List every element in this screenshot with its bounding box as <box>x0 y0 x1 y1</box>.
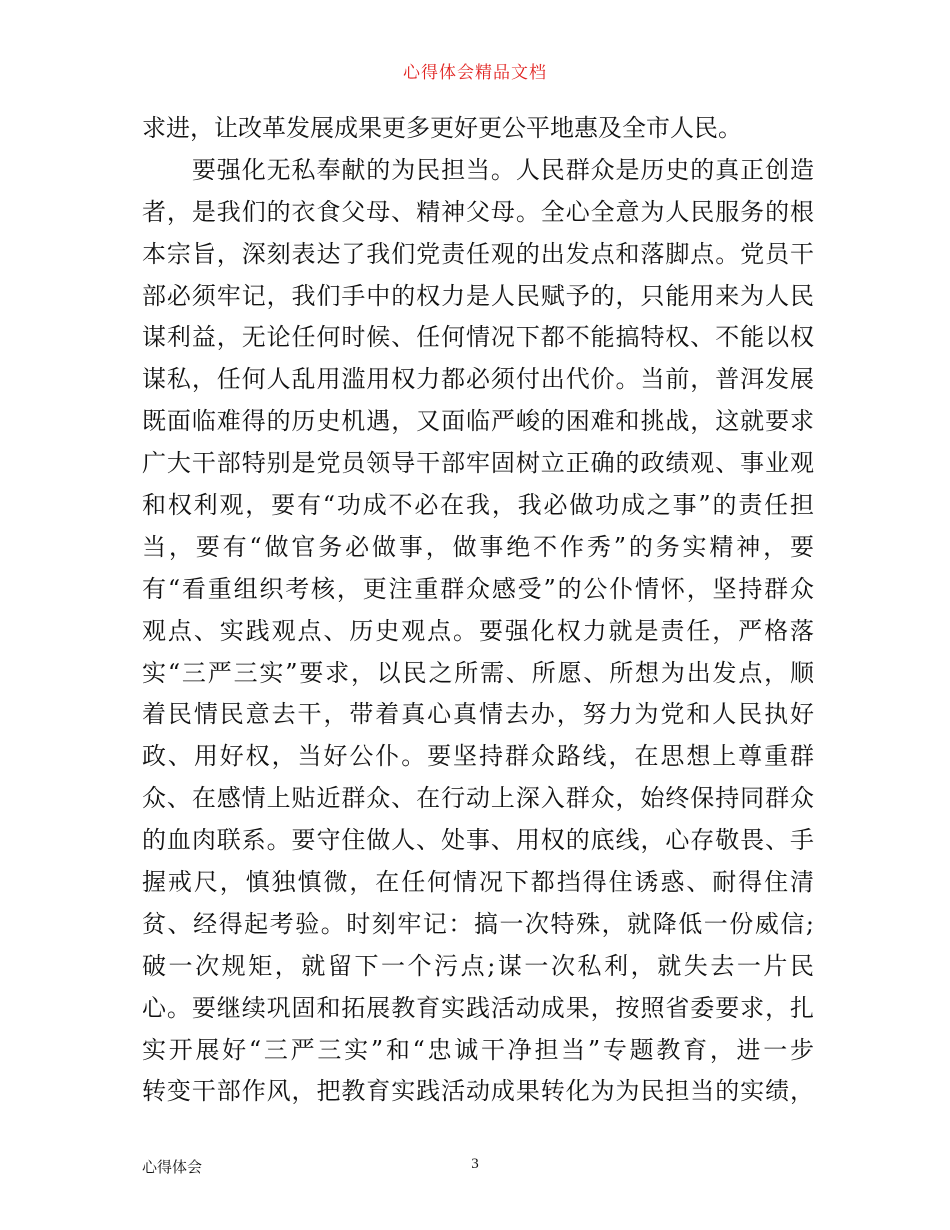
text-line: 破一次规矩，就留下一个污点;谋一次私利，就失去一片民 <box>142 951 814 980</box>
text-line: 实“三严三实”要求，以民之所需、所愿、所想为出发点，顺 <box>142 658 814 687</box>
text-line: 谋利益，无论任何时候、任何情况下都不能搞特权、不能以权 <box>142 323 814 352</box>
text-line: 和权利观，要有“功成不必在我，我必做功成之事”的责任担 <box>142 491 814 520</box>
text-line: 的血肉联系。要守住做人、处事、用权的底线，心存敬畏、手 <box>142 826 814 855</box>
text-line: 谋私，任何人乱用滥用权力都必须付出代价。当前，普洱发展 <box>142 365 814 394</box>
text-line: 观点、实践观点、历史观点。要强化权力就是责任，严格落 <box>142 616 814 645</box>
text-line: 要强化无私奉献的为民担当。人民群众是历史的真正创造 <box>142 155 814 184</box>
text-line: 贫、经得起考验。时刻牢记：搞一次特殊，就降低一份威信; <box>142 909 814 938</box>
text-line: 实开展好“三严三实”和“忠诚干净担当”专题教育，进一步 <box>142 1035 814 1064</box>
text-line: 广大干部特别是党员领导干部牢固树立正确的政绩观、事业观 <box>142 449 814 478</box>
text-line: 者，是我们的衣食父母、精神父母。全心全意为人民服务的根 <box>142 197 814 226</box>
footer-label: 心得体会 <box>142 1158 203 1176</box>
text-line: 求进，让改革发展成果更多更好更公平地惠及全市人民。 <box>142 114 742 142</box>
text-line: 心。要继续巩固和拓展教育实践活动成果，按照省委要求，扎 <box>142 993 814 1022</box>
text-line: 政、用好权，当好公仆。要坚持群众路线，在思想上尊重群 <box>142 742 814 771</box>
text-line: 有“看重组织考核，更注重群众感受”的公仆情怀，坚持群众 <box>142 574 814 603</box>
text-line: 部必须牢记，我们手中的权力是人民赋予的，只能用来为人民 <box>142 281 814 310</box>
page-header-title: 心得体会精品文档 <box>403 63 547 83</box>
text-line: 着民情民意去干，带着真心真情去办，努力为党和人民执好 <box>142 700 814 729</box>
body-text <box>142 108 814 1113</box>
page-number: 3 <box>471 1156 479 1172</box>
text-line: 当，要有“做官务必做事，做事绝不作秀”的务实精神，要 <box>142 532 814 561</box>
text-line: 众、在感情上贴近群众、在行动上深入群众，始终保持同群众 <box>142 784 814 813</box>
text-line: 握戒尺，慎独慎微，在任何情况下都挡得住诱惑、耐得住清 <box>142 868 814 897</box>
text-line: 本宗旨，深刻表达了我们党责任观的出发点和落脚点。党员干 <box>142 239 814 268</box>
text-line: 既面临难得的历史机遇，又面临严峻的困难和挑战，这就要求 <box>142 407 814 436</box>
text-line: 转变干部作风，把教育实践活动成果转化为为民担当的实绩， <box>142 1077 814 1106</box>
